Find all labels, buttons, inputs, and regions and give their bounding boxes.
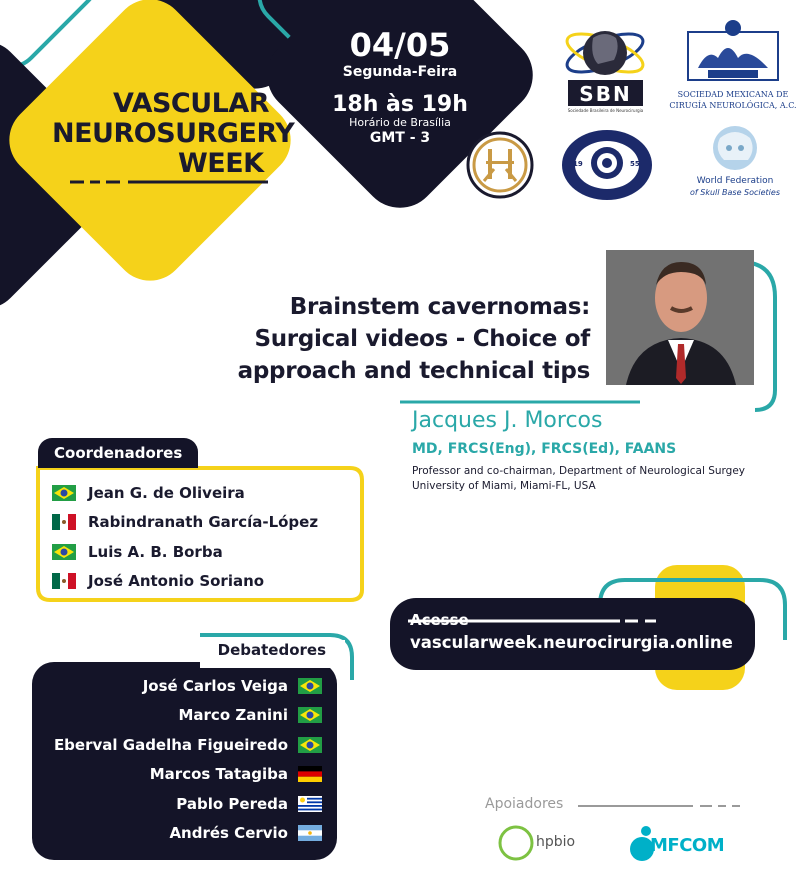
coordinator-name: José Antonio Soriano (88, 572, 265, 590)
event-title-line-3: WEEK (178, 148, 264, 179)
debater-row (150, 762, 322, 786)
debater-row (143, 674, 322, 698)
wfns-year-1: 19 (573, 160, 583, 168)
speaker-portrait-image (606, 250, 754, 385)
mexican-society-name-1: SOCIEDAD MEXICANA DE (677, 90, 789, 99)
event-weekday: Segunda-Feira (342, 64, 458, 80)
fac-emblem-icon (466, 131, 534, 199)
access-label: Acesse (410, 611, 469, 629)
argentina-flag-icon (298, 825, 322, 841)
debater-name: Marco Zanini (178, 706, 288, 724)
event-timezone: Horário de Brasília (349, 116, 451, 129)
coordinators-heading: Coordenadores (54, 444, 183, 462)
talk-title-line-2: Surgical videos - Choice of (254, 326, 590, 352)
brazil-flag-icon (298, 707, 322, 723)
germany-flag-icon (298, 766, 322, 782)
uruguay-flag-icon (298, 796, 322, 812)
hpbio-logo-text: hpbio (536, 834, 576, 850)
sbn-logo-subtitle: Sociedade Brasileira de Neurocirurgia (567, 108, 644, 113)
debater-row (176, 792, 322, 816)
event-gmt: GMT - 3 (369, 130, 431, 146)
brazil-flag-icon (298, 737, 322, 753)
debaters-heading: Debatedores (217, 641, 326, 659)
speaker-affiliation: University of Miami, Miami-FL, USA (412, 480, 596, 492)
event-title-line-2: NEUROSURGERY (52, 118, 295, 149)
debater-row (178, 703, 322, 727)
wfsbs-name-2: of Skull Base Societies (689, 188, 780, 197)
access-url-link[interactable]: vascularweek.neurocirurgia.online (410, 633, 733, 652)
sbn-logo (558, 8, 653, 118)
hpbio-logo (496, 823, 596, 863)
wfns-year-2: 55 (630, 160, 640, 168)
coordinator-name: Rabindranath García-López (88, 513, 319, 531)
mexico-flag-icon (52, 573, 76, 589)
debater-name: Andrés Cervio (169, 824, 288, 842)
coordinator-row (52, 510, 318, 534)
brazil-flag-icon (52, 485, 76, 501)
wfsbs-skull-icon (680, 120, 790, 175)
debater-name: Marcos Tatagiba (149, 765, 288, 783)
debater-name: Eberval Gadelha Figueiredo (53, 736, 288, 754)
wfsbs-logo (680, 120, 790, 205)
brazil-flag-icon (52, 544, 76, 560)
debater-name: José Carlos Veiga (142, 677, 288, 695)
mexican-society-logo (669, 18, 797, 118)
speaker-credentials: MD, FRCS(Eng), FRCS(Ed), FAANS (412, 441, 677, 457)
fac-logo (466, 131, 534, 199)
talk-title-line-3: approach and technical tips (237, 358, 590, 384)
coordinator-row (52, 540, 223, 564)
event-time: 18h às 19h (332, 92, 468, 117)
speaker-name: Jacques J. Morcos (412, 408, 603, 433)
coordinator-row (52, 481, 245, 505)
coordinator-row (52, 569, 264, 593)
wfsbs-name-1: World Federation (696, 176, 774, 186)
coordinator-name: Luis A. B. Borba (88, 543, 223, 561)
debater-row (169, 821, 322, 845)
sbn-logo-text: SBN (579, 82, 632, 106)
event-title-line-1: VASCULAR (113, 88, 270, 119)
talk-title-line-1: Brainstem cavernomas: (289, 294, 590, 320)
mexico-flag-icon (52, 514, 76, 530)
speaker-photo (606, 250, 754, 385)
mfcom-logo-text: MFCOM (650, 835, 725, 856)
brazil-flag-icon (298, 678, 322, 694)
speaker-position: Professor and co-chairman, Department of Neurological Surgey (412, 465, 746, 477)
supporters-heading: Apoiadores (485, 796, 564, 812)
debater-name: Pablo Pereda (176, 795, 288, 813)
wfns-logo (560, 128, 655, 203)
mexican-society-name-2: CIRUGÍA NEUROLÓGICA, A.C. (669, 101, 797, 110)
coordinator-name: Jean G. de Oliveira (88, 484, 245, 502)
event-date: 04/05 (349, 26, 451, 64)
debater-row (54, 733, 322, 757)
mfcom-logo (628, 823, 758, 865)
mexican-society-emblem-icon (678, 18, 788, 88)
hpbio-circle-icon (496, 823, 536, 863)
